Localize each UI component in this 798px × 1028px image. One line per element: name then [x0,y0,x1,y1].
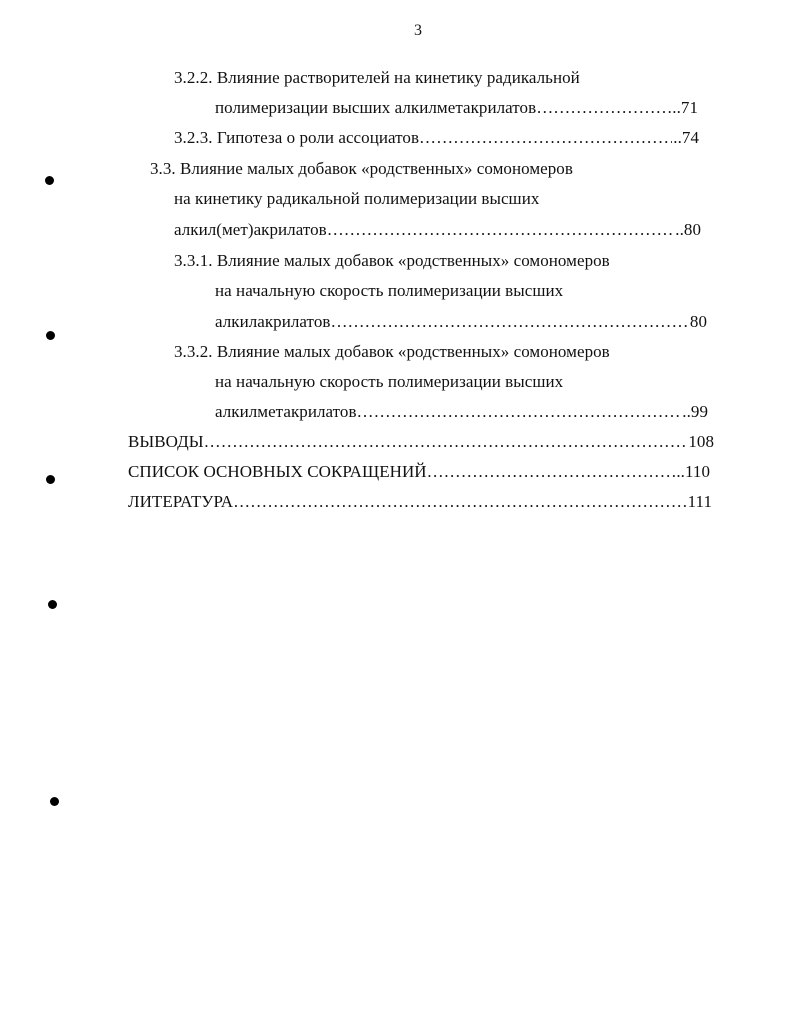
toc-page-number: ..110 [676,462,710,481]
dot-leader [233,492,686,512]
toc-entry-title: алкил(мет)акрилатов [174,220,327,239]
toc-entry-abbreviations[interactable] [128,462,710,482]
punch-hole-mark [45,176,54,185]
dot-leader [330,312,688,332]
toc-entry-3-2-2-line2[interactable] [215,98,698,118]
toc-entry-title: алкилметакрилатов [215,402,357,421]
toc-page-number: ..80 [675,220,701,239]
toc-entry-conclusions[interactable] [128,432,714,452]
page-number: 3 [414,22,422,39]
toc-entry-title: алкилакрилатов [215,312,331,331]
toc-entry-3-3-1-line2: на начальную скорость полимеризации высших [215,281,564,300]
dot-leader [204,432,688,452]
toc-page-number: ..71 [672,98,698,117]
toc-entry-literature[interactable] [128,492,712,512]
toc-page-number: ..99 [682,402,708,421]
dot-leader [536,98,671,118]
toc-entry-3-3-line3[interactable] [174,220,701,240]
toc-page-number: 80 [689,312,707,331]
toc-page-number: 111 [687,492,712,511]
toc-page-number: 108 [688,432,714,451]
toc-entry-title: ВЫВОДЫ [128,432,204,451]
dot-leader [327,220,675,240]
dot-leader [427,462,676,482]
toc-entry-3-3-2-line1: 3.3.2. Влияние малых добавок «родственных» сомономеров [174,342,610,361]
punch-hole-mark [50,797,59,806]
toc-entry-3-3-1-line1: 3.3.1. Влияние малых добавок «родственных» сомономеров [174,251,610,270]
dot-leader [357,402,682,422]
punch-hole-mark [46,331,55,340]
toc-entry-3-3-2-line3[interactable] [215,402,708,422]
toc-page-number: ..74 [673,128,699,147]
punch-hole-mark [48,600,57,609]
punch-hole-mark [46,475,55,484]
toc-entry-title: полимеризации высших алкилметакрилатов [215,98,537,117]
toc-entry-3-2-3[interactable] [174,128,699,148]
toc-entry-3-3-line2: на кинетику радикальной полимеризации высших [174,189,540,208]
toc-entry-title: 3.2.3. Гипотеза о роли ассоциатов [174,128,420,147]
toc-entry-title: СПИСОК ОСНОВНЫХ СОКРАЩЕНИЙ [128,462,427,481]
toc-entry-3-3-1-line3[interactable] [215,312,707,332]
toc-entry-3-2-2-line1: 3.2.2. Влияние растворителей на кинетику радикальной [174,68,580,87]
dot-leader [419,128,672,148]
toc-entry-3-3-line1: 3.3. Влияние малых добавок «родственных» сомономеров [150,159,573,178]
toc-entry-3-3-2-line2: на начальную скорость полимеризации высших [215,372,564,391]
toc-entry-title: ЛИТЕРАТУРА [128,492,234,511]
